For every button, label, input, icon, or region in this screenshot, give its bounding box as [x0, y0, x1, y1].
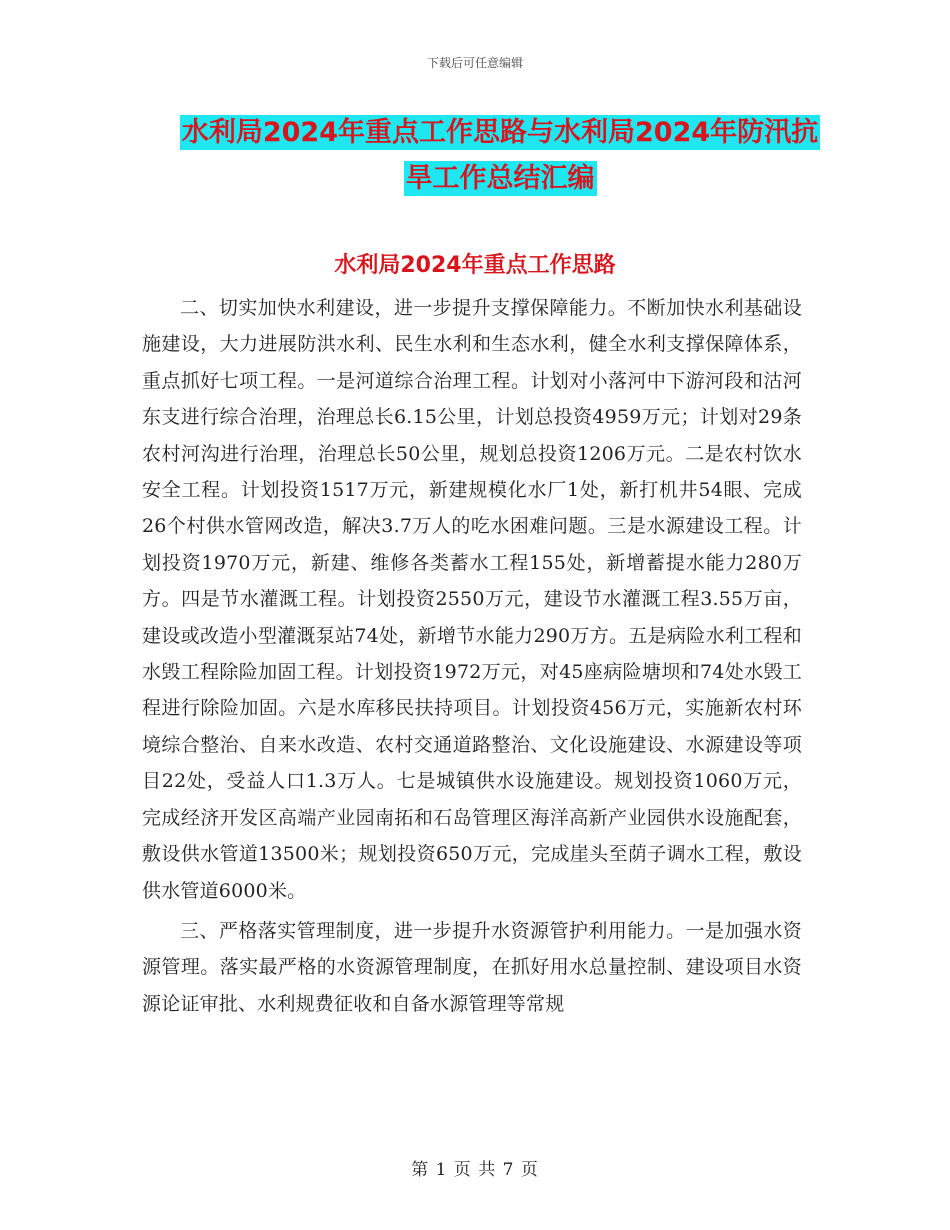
document-body [142, 290, 802, 1026]
document-main-title [140, 110, 860, 202]
main-title-line-2: 旱工作总结汇编 [405, 163, 595, 194]
main-title-line-1: 水利局2024年重点工作思路与水利局2024年防汛抗 [181, 117, 819, 148]
header-note: 下载后可任意编辑 [426, 56, 523, 70]
body-paragraph-1: 二、切实加快水利建设，进一步提升支撑保障能力。不断加快水利基础设施建设，大力进展防洪水利、民生水利和生态水利，健全水利支撑保障体系，重点抓好七项工程。一是河道综合治理工程。计划对小落河中下游河段和沽河东支进行综合治理，治理总长6.15公里，计划总投资4959万元；计划对29条农村河沟进行治理，治理总长50公里，规划总投资1206万元。二是农村饮水安全工程。计划投资1517万元，新建规模化水厂1处，新打机井54眼、完成26个村供水管网改造，解决3.7万人的吃水困难问题。三是水源建设工程。计划投资1970万元，新建、维修各类蓄水工程155处，新增蓄提水能力280万方。四是节水灌溉工程。计划投资2550万元，建设节水灌溉工程3.55万亩，建设或改造小型灌溉泵站74处，新增节水能力290万方。五是病险水利工程和水毁工程除险加固工程。计划投资1972万元，对45座病险塘坝和74处水毁工程进行除险加固。六是水库移民扶持项目。计划投资456万元，实施新农村环境综合整治、自来水改造、农村交通道路整治、文化设施建设、水源建设等项目22处，受益人口1.3万人。七是城镇供水设施建设。规划投资1060万元，完成经济开发区高端产业园南拓和石岛管理区海洋高新产业园供水设施配套，敷设供水管道13500米；规划投资650万元，完成崖头至荫子调水工程，敷设供水管道6000米。 [142, 297, 802, 902]
page-footer: 第 1 页 共 7 页 [411, 1160, 539, 1180]
body-paragraph-2: 三、严格落实管理制度，进一步提升水资源管护利用能力。一是加强水资源管理。落实最严格的水资源管理制度，在抓好用水总量控制、建设项目水资源论证审批、水利规费征收和自备水源管理等常规 [142, 919, 802, 1015]
section-title: 水利局2024年重点工作思路 [334, 253, 616, 278]
